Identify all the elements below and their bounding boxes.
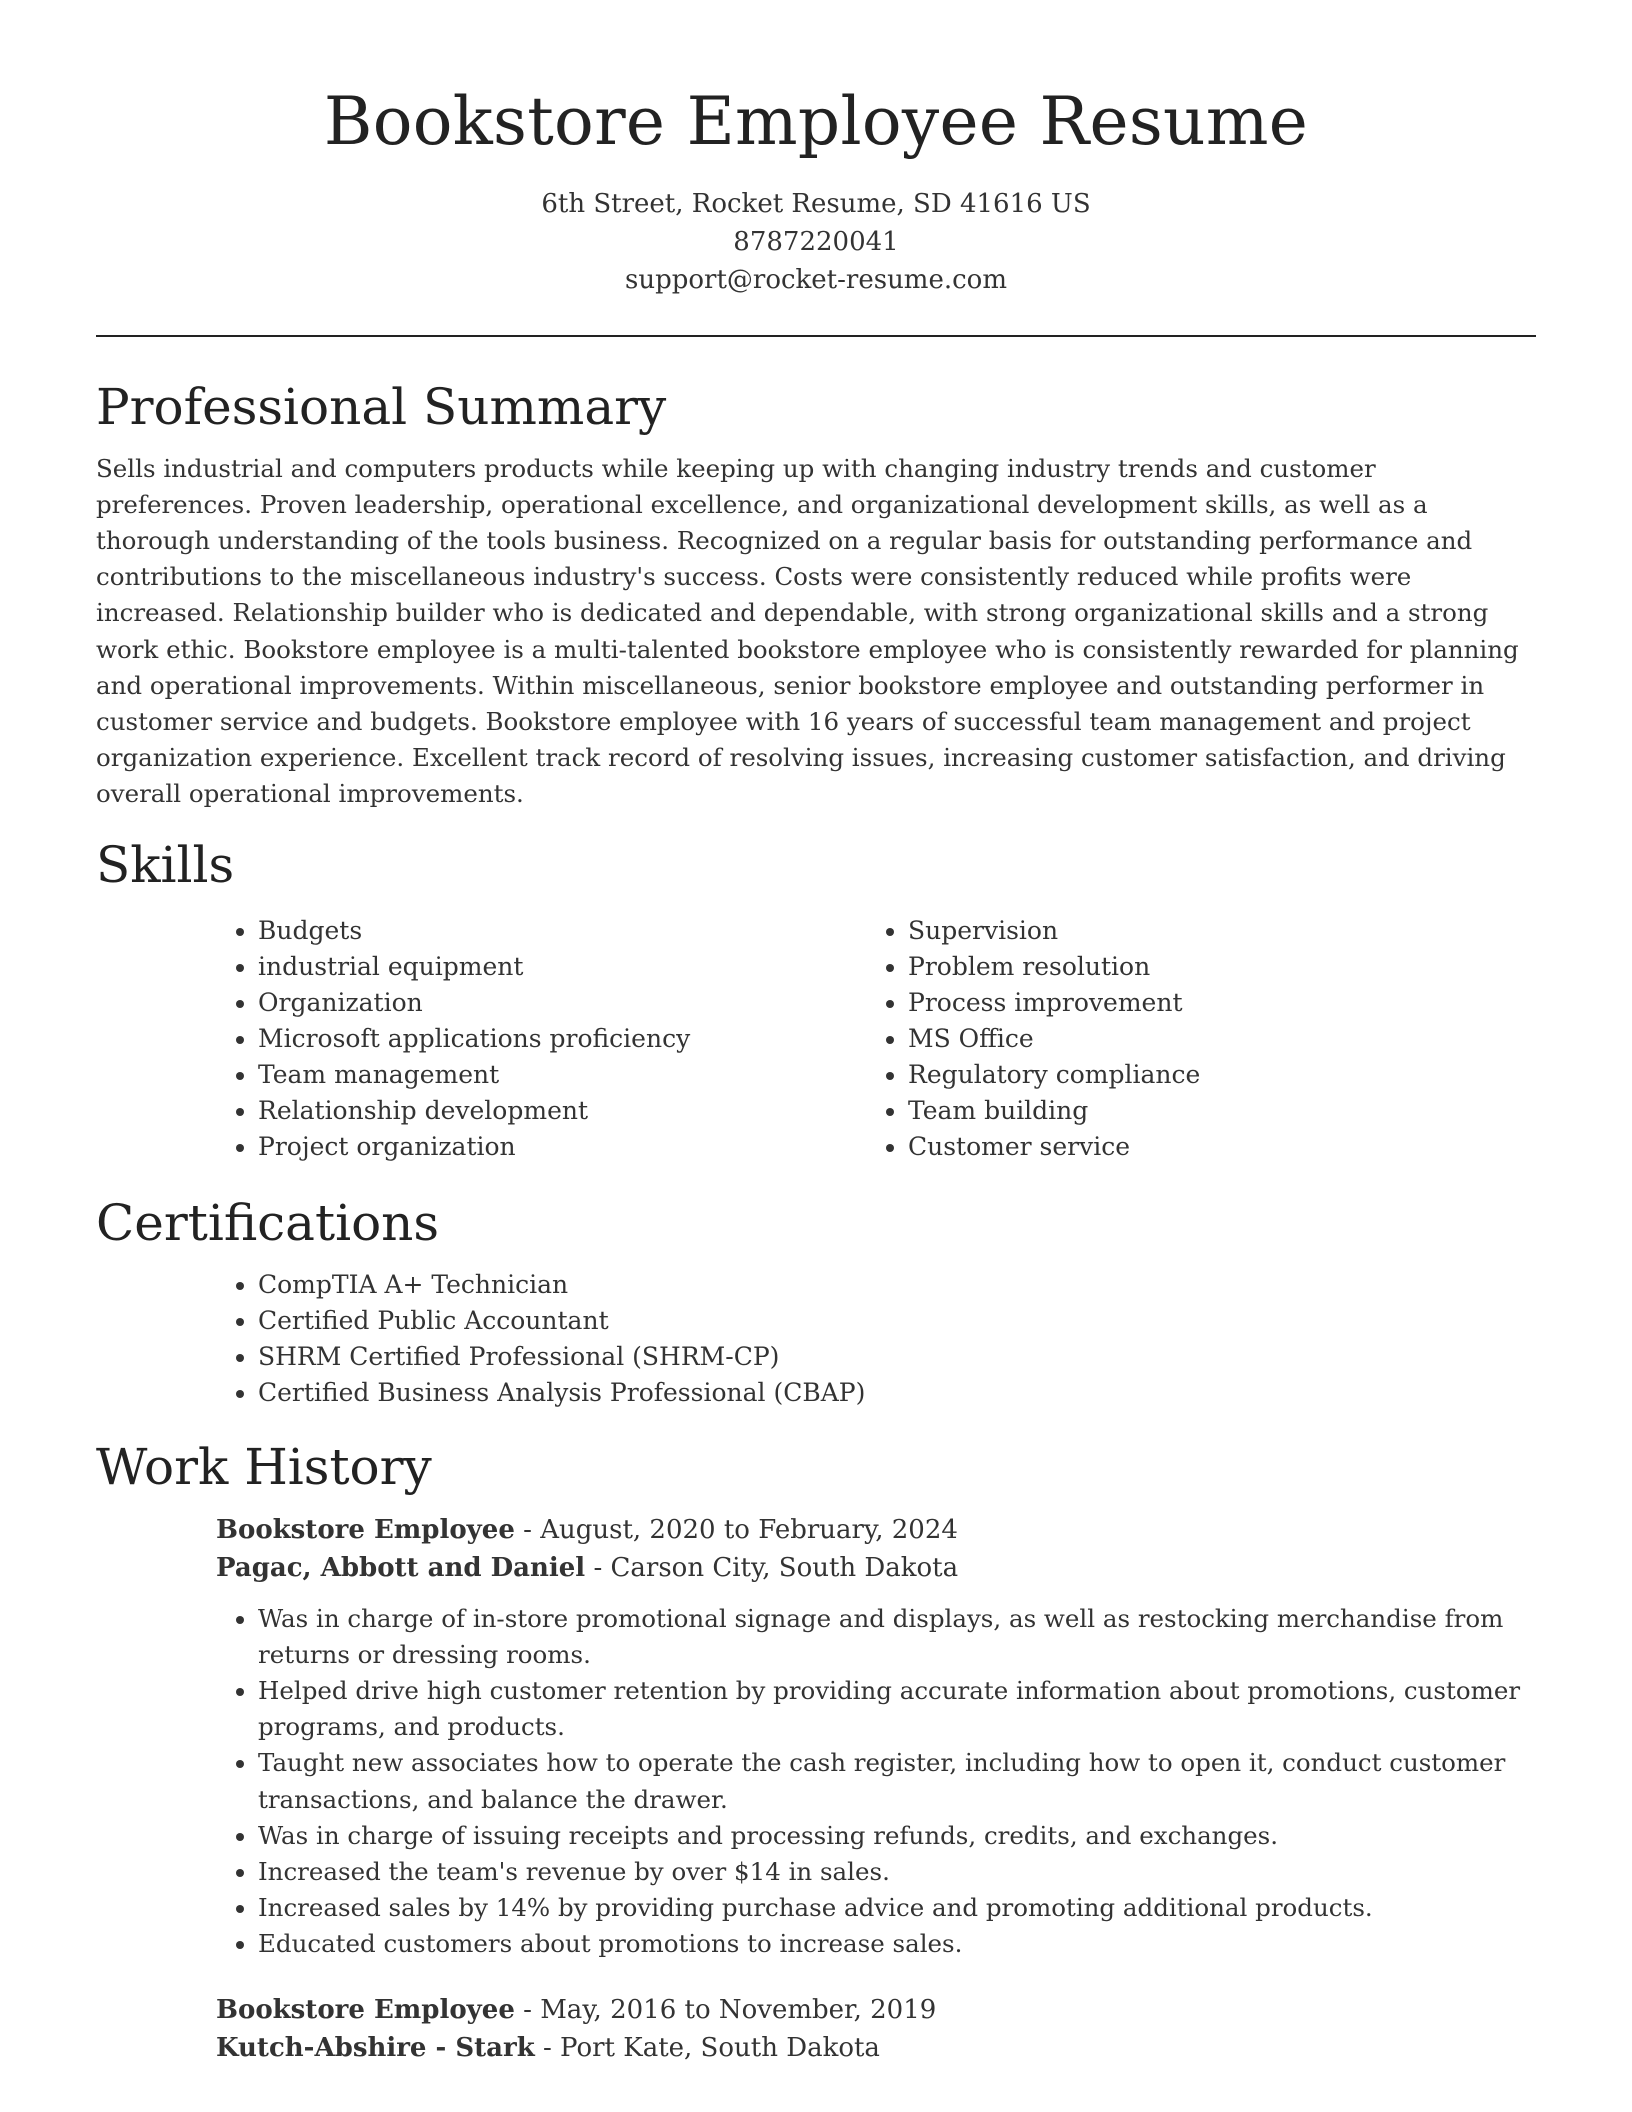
contact-phone: 8787220041 [733,226,899,257]
list-item: • Relationship development [258,1093,866,1129]
list-item: • Process improvement [908,985,1516,1021]
skills-heading: Skills [96,835,235,894]
list-item: • Supervision [908,913,1516,949]
certifications-heading: Certifications [96,1193,440,1252]
work-history-heading: Work History [96,1437,432,1496]
list-item: • industrial equipment [258,949,866,985]
job-bullets [216,1601,1536,1963]
job-location: - Carson City, South Dakota [585,1552,959,1583]
list-item: • CompTIA A+ Technician [258,1267,1536,1303]
summary-heading: Professional Summary [96,377,667,436]
list-item: • SHRM Certified Professional (SHRM-CP) [258,1339,1536,1375]
list-item: • Taught new associates how to operate the cash register, including how to open it, conduct customer transactions, and balance the drawer. [258,1745,1536,1817]
resume-header [0,0,1632,299]
skills-list-left [216,913,866,1165]
list-item: • Certified Public Accountant [258,1303,1536,1339]
list-item: • Customer service [908,1129,1516,1165]
header-divider [96,335,1536,337]
job-title-line [216,1511,1536,1549]
summary-section [96,377,1536,813]
list-item: • Educated customers about promotions to increase sales. [258,1926,1536,1962]
list-item: • Project organization [258,1129,866,1165]
list-item: • MS Office [908,1021,1516,1057]
skills-column-left [216,913,866,1165]
job-dates: - May, 2016 to November, 2019 [514,1994,937,2025]
list-item: • Was in charge of issuing receipts and processing refunds, credits, and exchanges. [258,1818,1536,1854]
job-entry-2 [216,1991,1536,2067]
job-company-line [216,1549,1536,1587]
list-item: • Budgets [258,913,866,949]
list-item: • Certified Business Analysis Professional (CBAP) [258,1375,1536,1411]
job-title: Bookstore Employee [216,1994,515,2025]
job-company: Kutch-Abshire - Stark [216,2032,535,2063]
certifications-section [96,1193,1536,1411]
list-item: • Helped drive high customer retention by providing accurate information about promotions, customer programs, and products. [258,1673,1536,1745]
list-item: • Increased the team's revenue by over $14 in sales. [258,1854,1536,1890]
skills-list-right [866,913,1516,1165]
job-location: - Port Kate, South Dakota [534,2032,880,2063]
list-item: • Team management [258,1057,866,1093]
skills-column-right [866,913,1516,1165]
skills-section [96,835,1536,1165]
list-item: • Increased sales by 14% by providing purchase advice and promoting additional products. [258,1890,1536,1926]
job-company: Pagac, Abbott and Daniel [216,1552,586,1583]
job-title-line [216,1991,1536,2029]
job-company-line [216,2029,1536,2067]
list-item: • Was in charge of in-store promotional signage and displays, as well as restocking merchandise from returns or dressing rooms. [258,1601,1536,1673]
list-item: • Problem resolution [908,949,1516,985]
list-item: • Organization [258,985,866,1021]
job-entry-1 [216,1511,1536,1963]
list-item: • Team building [908,1093,1516,1129]
contact-email: support@rocket-resume.com [624,264,1007,295]
work-history-section [96,1437,1536,2067]
resume-title: Bookstore Employee Resume [323,83,1309,160]
job-dates: - August, 2020 to February, 2024 [514,1514,958,1545]
list-item: • Microsoft applications proficiency [258,1021,866,1057]
skills-grid [216,913,1536,1165]
summary-text: Sells industrial and computers products while keeping up with changing industry trends and customer preferences. Proven leadership, operational excellence, and organizational development skills, as well as a thorough understanding of the tools business. Recognized on a regular basis for outstanding performance and contributions to the miscellaneous industry's success. Costs were consistently reduced while profits were increased. Relationship builder who is dedicated and dependable, with strong organizational skills and a strong work ethic. Bookstore employee is a multi-talented bookstore employee who is consistently rewarded for planning and operational improvements. Within miscellaneous, senior bookstore employee and outstanding performer in customer service and budgets. Bookstore employee with 16 years of successful team management and project organization experience. Excellent track record of resolving issues, increasing customer satisfaction, and driving overall operational improvements. [96,453,1519,809]
certifications-list [216,1267,1536,1411]
list-item: • Regulatory compliance [908,1057,1516,1093]
job-title: Bookstore Employee [216,1514,515,1545]
contact-address: 6th Street, Rocket Resume, SD 41616 US [541,188,1091,219]
contact-block [0,185,1632,299]
